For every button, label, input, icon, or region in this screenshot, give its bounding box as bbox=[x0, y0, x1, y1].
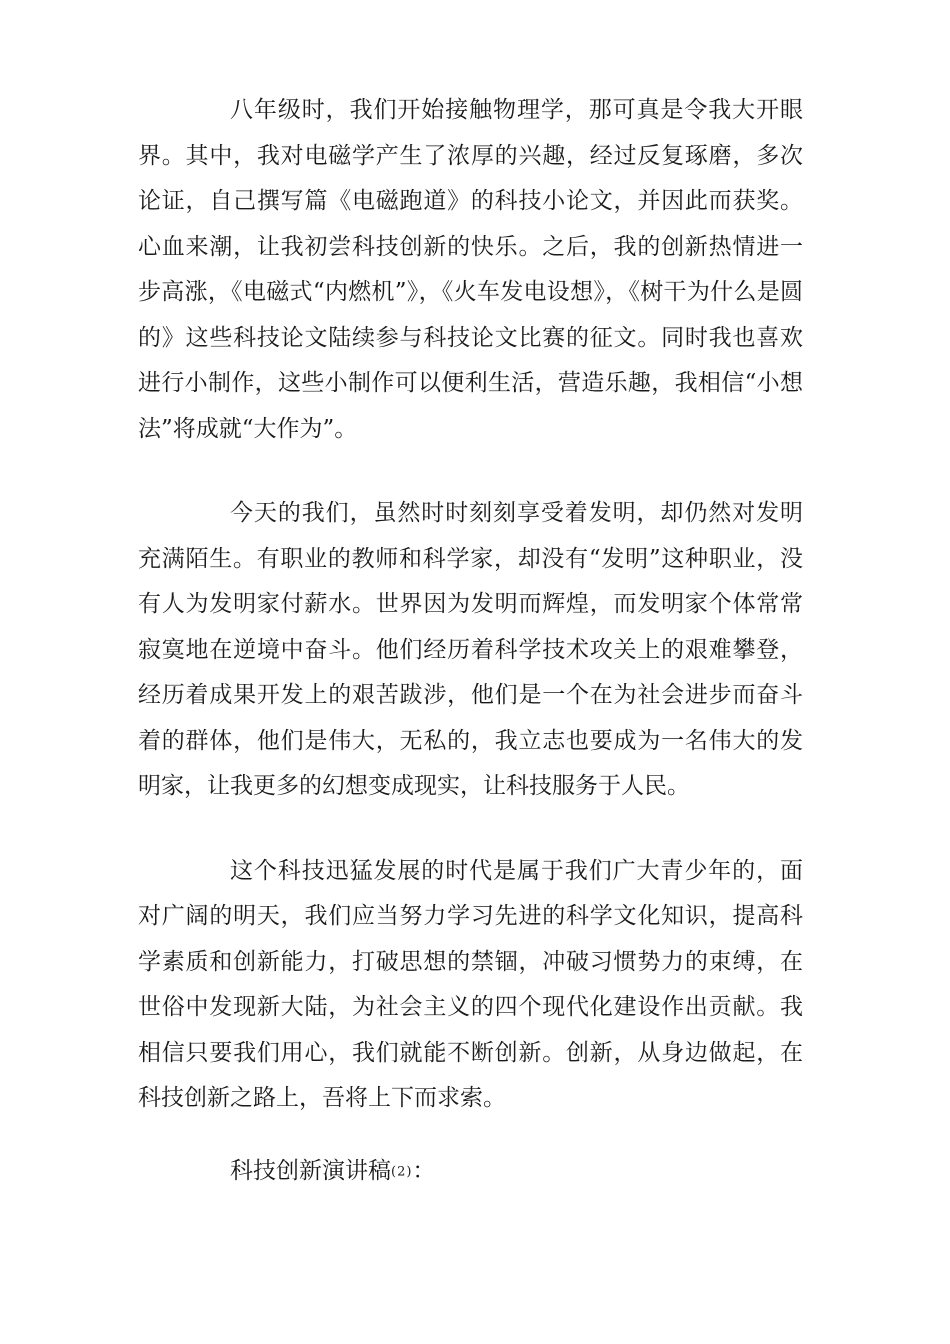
speech-heading-colon: ： bbox=[412, 1157, 436, 1184]
speech-heading bbox=[138, 1149, 803, 1195]
speech-heading-title: 科技创新演讲稿 bbox=[230, 1157, 391, 1184]
speech-heading-number: (2) bbox=[391, 1163, 413, 1179]
paragraph-physics: 八年级时，我们开始接触物理学，那可真是令我大开眼界。其中，我对电磁学产生了浓厚的兴趣，经过反复琢磨，多次论证，自己撰写篇《电磁跑道》的科技小论文，并因此而获奖。心血来潮，让我初尝科技创新的快乐。之后，我的创新热情进一步高涨，《电磁式“内燃机”》，《火车发电设想》，《树干为什么是圆的》这些科技论文陆续参与科技论文比赛的征文。同时我也喜欢进行小制作，这些小制作可以便利生活，营造乐趣，我相信“小想法”将成就“大作为”。 bbox=[138, 97, 803, 442]
paragraph-inventors: 今天的我们，虽然时时刻刻享受着发明，却仍然对发明充满陌生。有职业的教师和科学家，却没有“发明”这种职业，没有人为发明家付薪水。世界因为发明而辉煌，而发明家个体常常寂寞地在逆境中奋斗。他们经历着科学技术攻关上的艰难攀登，经历着成果开发上的艰苦跋涉，他们是一个在为社会进步而奋斗着的群体，他们是伟大，无私的，我立志也要成为一名伟大的发明家，让我更多的幻想变成现实，让科技服务于人民。 bbox=[138, 500, 803, 799]
paragraph-youth: 这个科技迅猛发展的时代是属于我们广大青少年的，面对广阔的明天，我们应当努力学习先进的科学文化知识，提高科学素质和创新能力，打破思想的禁锢，冲破习惯势力的束缚，在世俗中发现新大陆，为社会主义的四个现代化建设作出贡献。我相信只要我们用心，我们就能不断创新。创新，从身边做起，在科技创新之路上，吾将上下而求索。 bbox=[138, 857, 803, 1111]
document-body bbox=[138, 88, 803, 1194]
